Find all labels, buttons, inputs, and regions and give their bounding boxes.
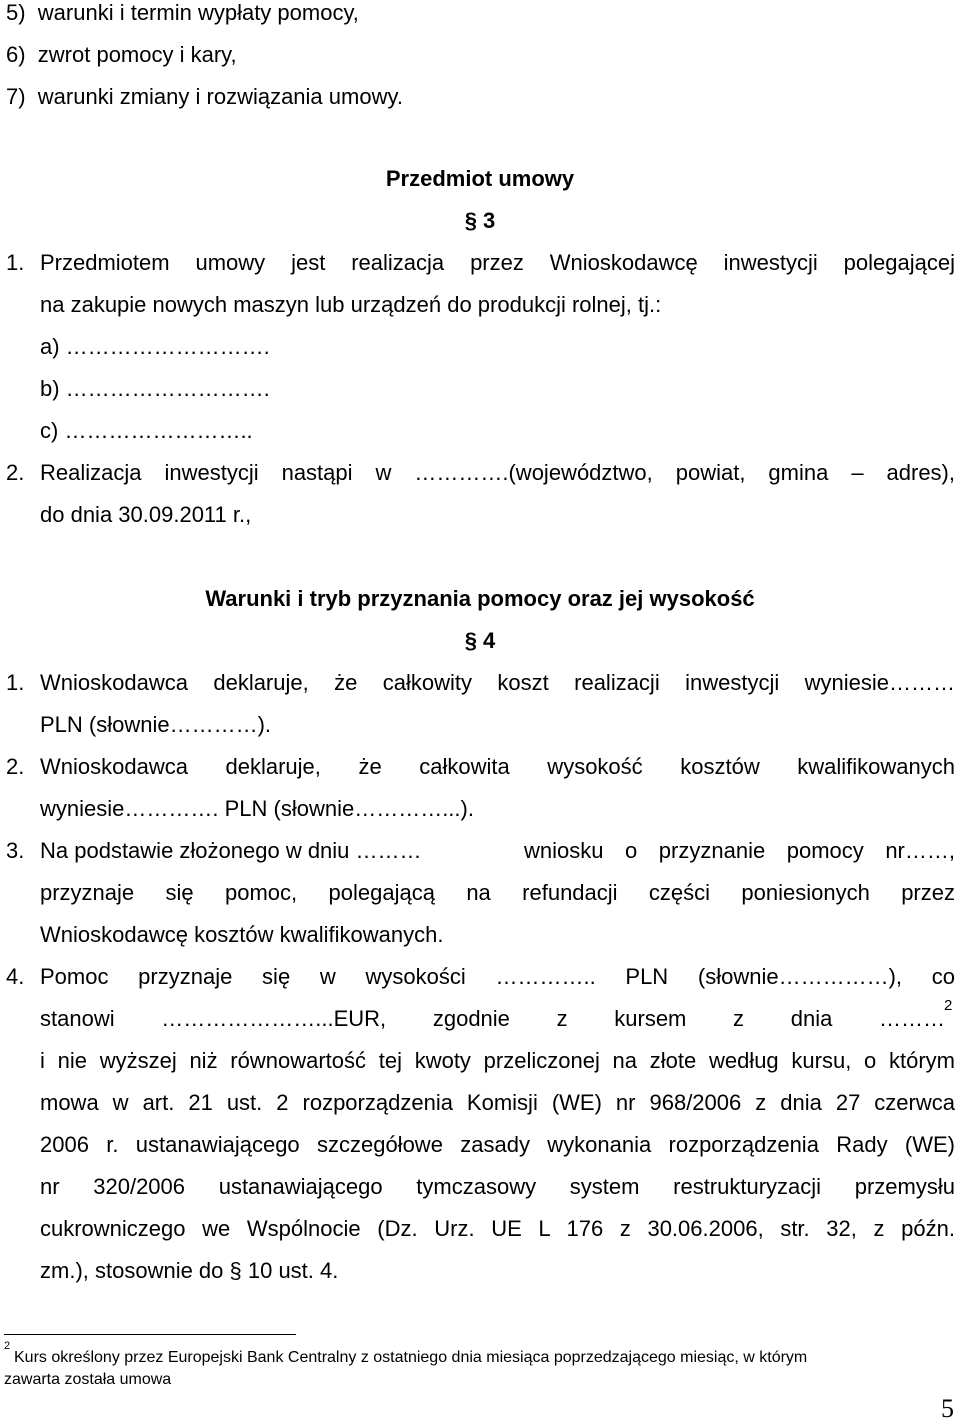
page-number: 5 bbox=[941, 1394, 954, 1423]
item-number: 1. bbox=[6, 670, 25, 695]
item-number: 1. bbox=[6, 250, 25, 275]
item-number: 3. bbox=[6, 838, 25, 863]
item-number: 2. bbox=[6, 460, 25, 485]
footnote-text: zawarta została umowa bbox=[4, 1371, 172, 1388]
list-item-6: 6) zwrot pomocy i kary, bbox=[6, 42, 237, 67]
paragraph-text: wniosku o przyznanie pomocy nr……, bbox=[524, 838, 955, 863]
paragraph-text: do dnia 30.09.2011 r., bbox=[40, 502, 252, 527]
item-number: 4. bbox=[6, 964, 25, 989]
list-item-a: a) ………………………. bbox=[40, 334, 270, 359]
list-item-7: 7) warunki zmiany i rozwiązania umowy. bbox=[6, 84, 403, 109]
list-item-b: b) ………………………. bbox=[40, 376, 270, 401]
paragraph-number-4: § 4 bbox=[464, 628, 496, 653]
item-number: 2. bbox=[6, 754, 25, 779]
paragraph-text: Na podstawie złożonego w dniu ……… bbox=[40, 838, 422, 863]
paragraph-text: mowa w art. 21 ust. 2 rozporządzenia Komisji (WE) nr 968/2006 z dnia 27 czerwca bbox=[40, 1090, 955, 1115]
paragraph-text: Przedmiotem umowy jest realizacja przez Wnioskodawcę inwestycji polegającej bbox=[40, 250, 955, 275]
paragraph-text: 2006 r. ustanawiającego szczegółowe zasady wykonania rozporządzenia Rady (WE) bbox=[40, 1132, 955, 1157]
paragraph-text: Realizacja inwestycji nastąpi w ………….(województwo, powiat, gmina – adres), bbox=[40, 460, 955, 485]
paragraph-text: zm.), stosownie do § 10 ust. 4. bbox=[40, 1258, 339, 1283]
section-heading-warunki: Warunki i tryb przyznania pomocy oraz jej wysokość bbox=[205, 586, 755, 611]
paragraph-number-3: § 3 bbox=[464, 208, 496, 233]
footnote-text: Kurs określony przez Europejski Bank Centralny z ostatniego dnia miesiąca poprzedzającego miesiąc, w którym bbox=[14, 1349, 808, 1366]
footnote-separator bbox=[4, 1334, 296, 1335]
paragraph-text: Pomoc przyznaje się w wysokości ………….. PLN (słownie……………), co bbox=[40, 964, 955, 989]
paragraph-text: na zakupie nowych maszyn lub urządzeń do produkcji rolnej, tj.: bbox=[40, 292, 662, 317]
paragraph-text: nr 320/2006 ustanawiającego tymczasowy system restrukturyzacji przemysłu bbox=[40, 1174, 955, 1199]
paragraph-text: Wnioskodawcę kosztów kwalifikowanych. bbox=[40, 922, 444, 947]
paragraph-text: i nie wyższej niż równowartość tej kwoty przeliczonej na złote według kursu, o którym bbox=[40, 1048, 955, 1073]
paragraph-text: cukrowniczego we Wspólnocie (Dz. Urz. UE L 176 z 30.06.2006, str. 32, z późn. bbox=[40, 1216, 955, 1241]
footnote-reference: 2 bbox=[944, 997, 953, 1014]
paragraph-text: wyniesie…………. PLN (słownie…………...). bbox=[40, 796, 474, 821]
section-heading-przedmiot: Przedmiot umowy bbox=[385, 166, 575, 191]
paragraph-text: stanowi …………………...EUR, zgodnie z kursem z dnia ……… bbox=[40, 1006, 945, 1031]
list-item-5: 5) warunki i termin wypłaty pomocy, bbox=[6, 0, 359, 25]
list-item-c: c) …………………….. bbox=[40, 418, 253, 443]
paragraph-text: przyznaje się pomoc, polegającą na refundacji części poniesionych przez bbox=[40, 880, 955, 905]
paragraph-text: Wnioskodawca deklaruje, że całkowity koszt realizacji inwestycji wyniesie……… bbox=[40, 670, 955, 695]
paragraph-text: Wnioskodawca deklaruje, że całkowita wysokość kosztów kwalifikowanych bbox=[40, 754, 955, 779]
footnote-marker: 2 bbox=[4, 1340, 11, 1352]
paragraph-text: PLN (słownie…………). bbox=[40, 712, 272, 737]
